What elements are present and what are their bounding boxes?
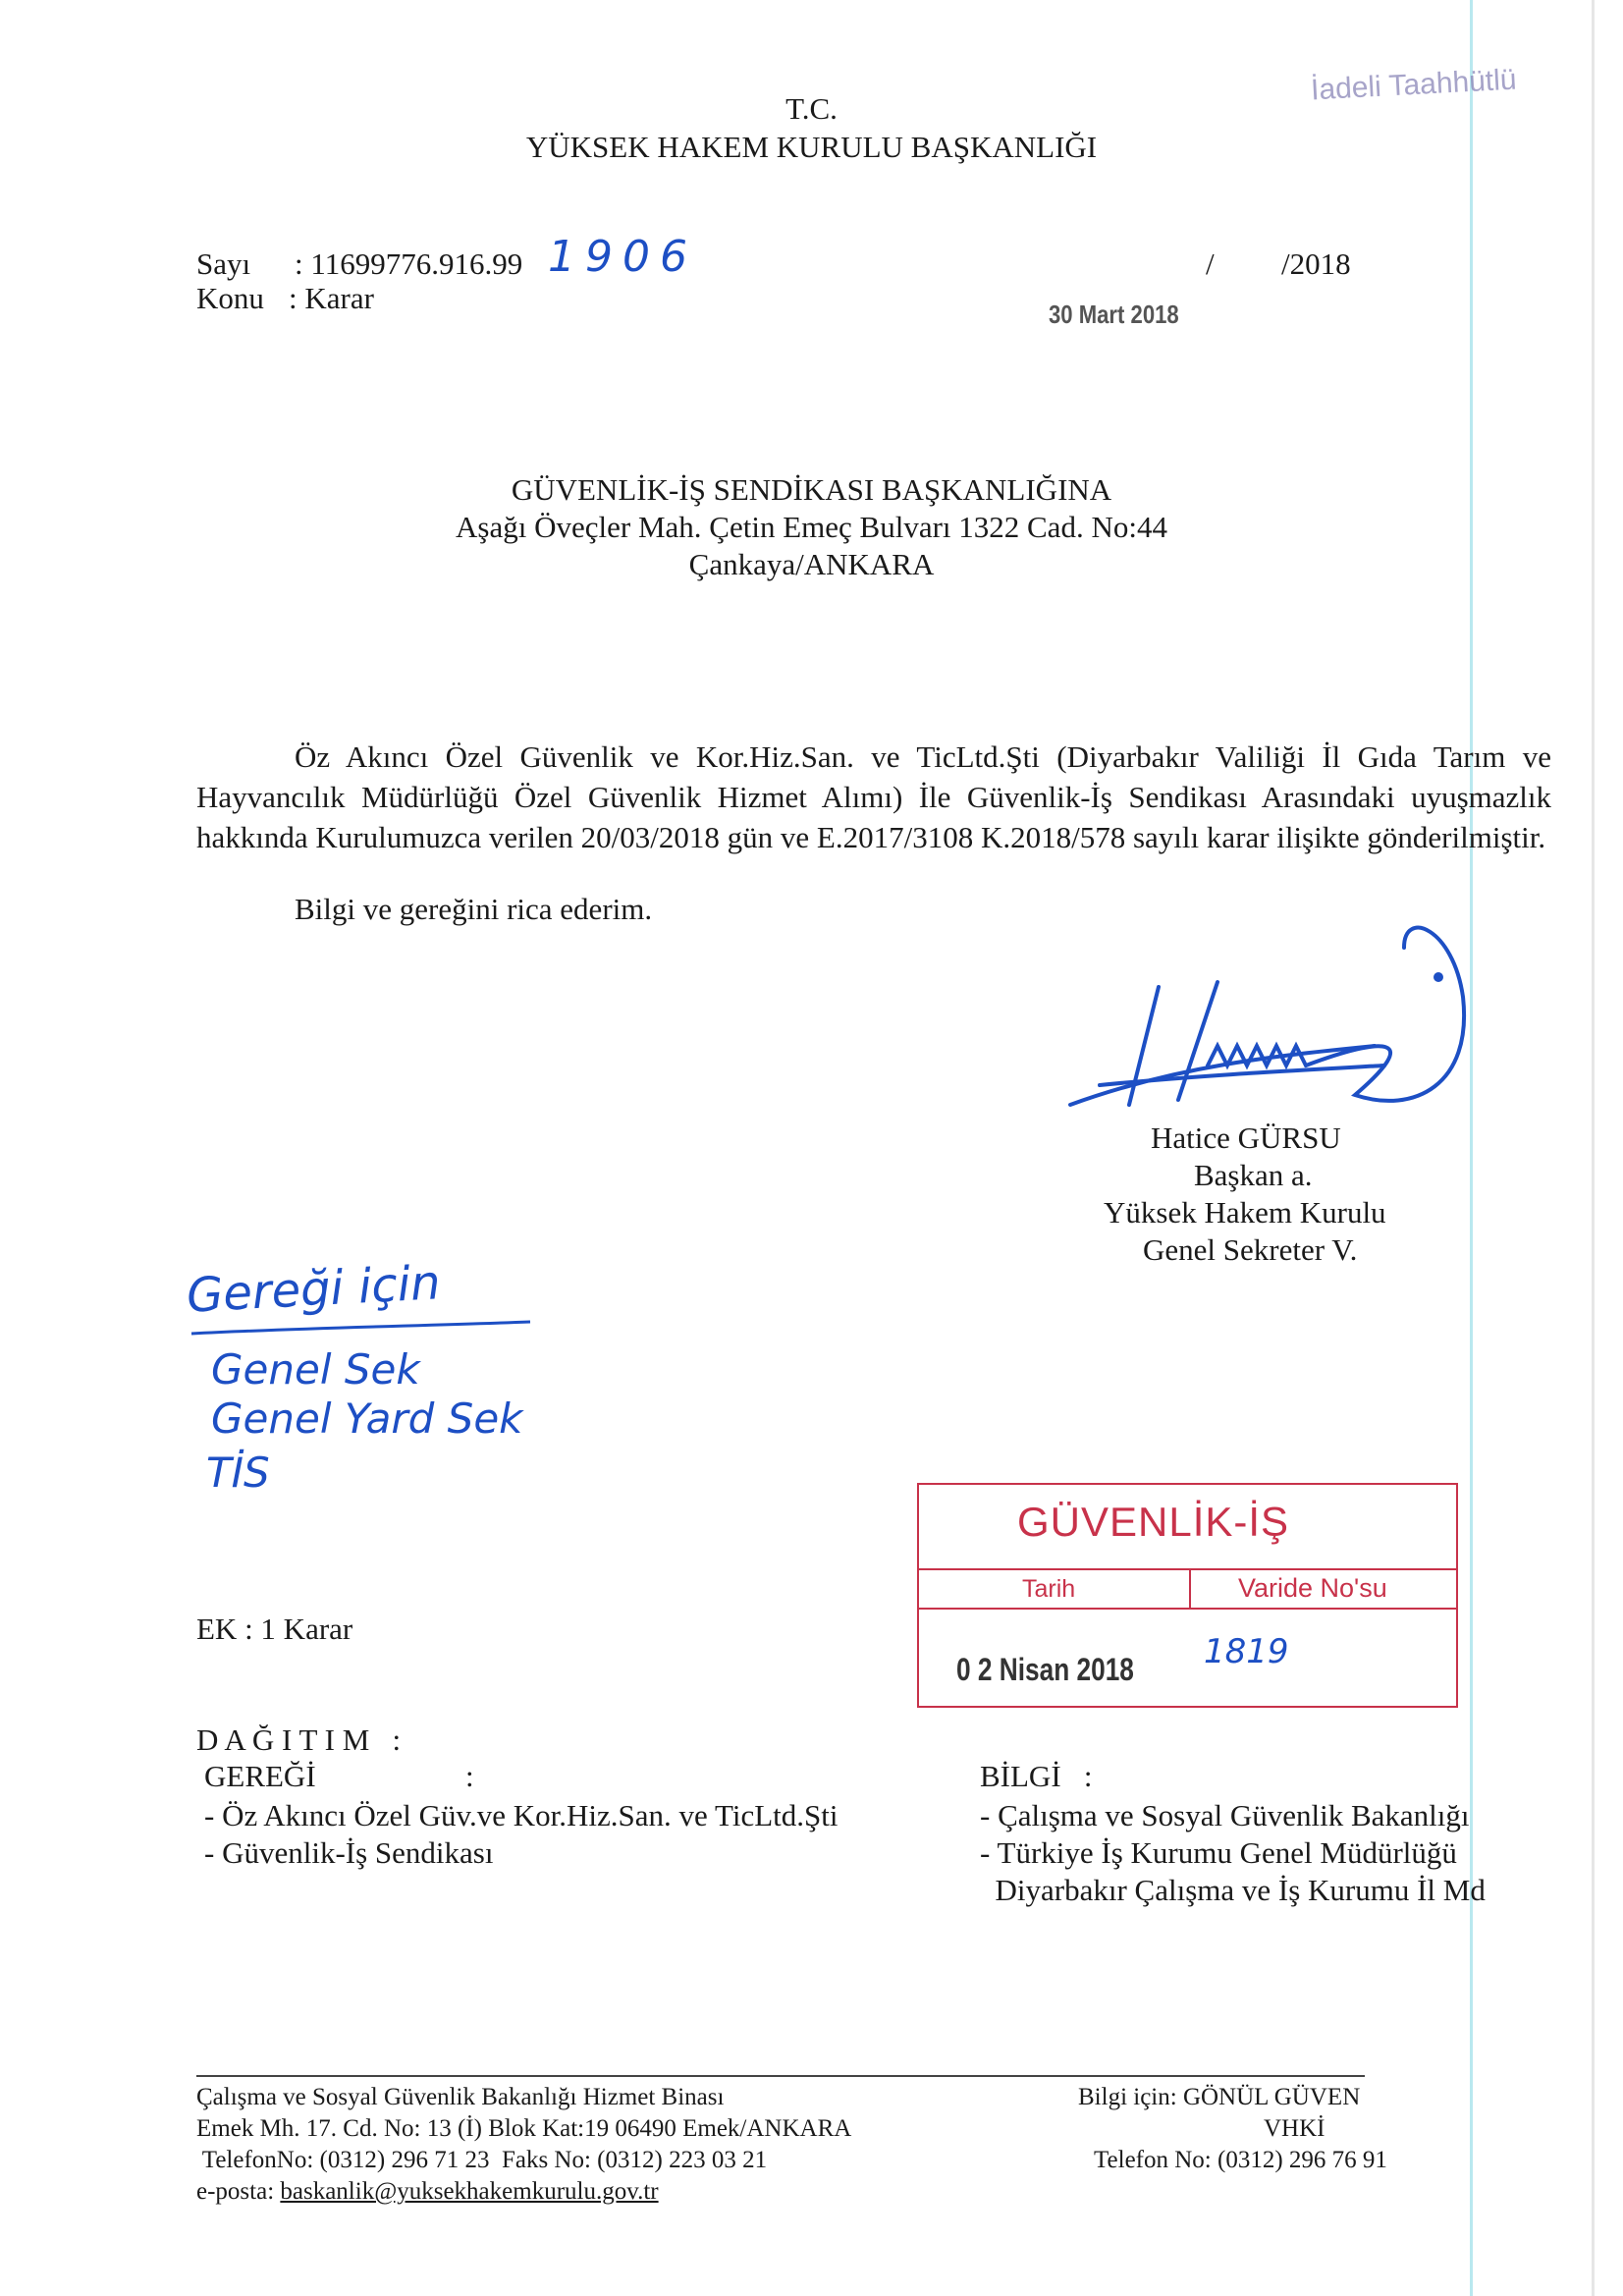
signature-scribble — [1060, 889, 1492, 1144]
handwritten-line2: Genel Sek — [211, 1345, 420, 1394]
signatory-title1: Başkan a. — [1194, 1158, 1313, 1192]
footer-contact-phone: Telefon No: (0312) 296 76 91 — [1094, 2147, 1387, 2173]
receipt-stamp-divider2 — [919, 1608, 1456, 1610]
signatory-title2: Yüksek Hakem Kurulu — [1104, 1195, 1386, 1230]
sayi-value: : 11699776.916.99 — [295, 246, 523, 281]
handwritten-underline — [187, 1316, 540, 1345]
footer-email-link[interactable]: baskanlik@yuksekhakemkurulu.gov.tr — [280, 2178, 659, 2205]
handwritten-line1: Gereği için — [185, 1255, 442, 1324]
distribution-bilgi-item: Diyarbakır Çalışma ve İş Kurumu İl Md — [980, 1873, 1486, 1907]
distribution-bilgi-item: - Çalışma ve Sosyal Güvenlik Bakanlığı — [980, 1798, 1470, 1832]
footer-email-row — [196, 2176, 659, 2208]
footer-contact-name: Bilgi için: GÖNÜL GÜVEN — [1078, 2084, 1361, 2110]
date-year: /2018 — [1281, 246, 1351, 281]
scan-line-left — [1470, 0, 1473, 2296]
body-paragraph — [196, 737, 1551, 857]
distribution-gereği-label: GEREĞİ — [204, 1759, 316, 1793]
recipient-name: GÜVENLİK-İŞ SENDİKASI BAŞKANLIĞINA — [511, 472, 1112, 507]
signatory-name: Hatice GÜRSU — [1151, 1121, 1341, 1155]
receipt-stamp-org: GÜVENLİK-İŞ — [1017, 1499, 1290, 1545]
distribution-gereği-item: - Öz Akıncı Özel Güv.ve Kor.Hiz.San. ve TicLtd.Şti — [204, 1798, 839, 1832]
distribution-bilgi-label: BİLGİ : — [980, 1759, 1093, 1793]
receipt-stamp-number-label: Varide No'su — [1238, 1573, 1387, 1603]
distribution-gereği-colon: : — [465, 1759, 474, 1793]
body-text: Öz Akıncı Özel Güvenlik ve Kor.Hiz.San. ve TicLtd.Şti (Diyarbakır Valiliği İl Gıda Tarım ve Hayvancılık Müdürlüğü Özel Güvenlik Hizmet Alımı) İle Güvenlik-İş Sendikası Arasındaki uyuşmazlık hakkında Kurulumuzca verilen 20/03/2018 gün ve E.2017/3108 K.2018/578 sayılı karar ilişikte gönderilmiştir. — [196, 739, 1551, 854]
receipt-stamp-number-value: 1819 — [1204, 1632, 1289, 1671]
date-stamp: 30 Mart 2018 — [1049, 300, 1179, 329]
distribution-title: D A Ğ I T I M : — [196, 1722, 402, 1757]
distribution-gereği-item: - Güvenlik-İş Sendikası — [204, 1835, 494, 1870]
receipt-stamp-date-label: Tarih — [1022, 1575, 1076, 1603]
handwritten-line4: TİS — [206, 1449, 270, 1497]
footer-phone: TelefonNo: (0312) 296 71 23 Faks No: (0312) 223 03 21 — [196, 2147, 768, 2173]
date-slash: / — [1206, 246, 1215, 281]
attachment-label: EK : 1 Karar — [196, 1612, 353, 1646]
registered-mail-stamp: İadeli Taahhütlü — [1310, 63, 1518, 107]
body-closing: Bilgi ve gereğini rica ederim. — [295, 892, 653, 926]
konu-value: : Karar — [289, 281, 374, 315]
footer-address1: Çalışma ve Sosyal Güvenlik Bakanlığı Hizmet Binası — [196, 2084, 725, 2110]
receipt-stamp-vdivider — [1189, 1568, 1191, 1608]
handwritten-line3: Genel Yard Sek — [211, 1394, 523, 1443]
konu-label: Konu — [196, 281, 264, 315]
footer-address2: Emek Mh. 17. Cd. No: 13 (İ) Blok Kat:19 06490 Emek/ANKARA — [196, 2115, 852, 2142]
recipient-city: Çankaya/ANKARA — [688, 547, 935, 581]
footer-rule — [196, 2075, 1365, 2077]
footer-contact-title: VHKİ — [1264, 2115, 1325, 2142]
footer-email-label: e-posta: — [196, 2178, 275, 2205]
receipt-stamp-date-value: 0 2 Nisan 2018 — [956, 1652, 1134, 1687]
sayi-label: Sayı — [196, 246, 251, 281]
receipt-stamp — [917, 1483, 1458, 1708]
header-institution: YÜKSEK HAKEM KURULU BAŞKANLIĞI — [525, 130, 1098, 164]
sayi-handwritten: 1906 — [548, 232, 697, 282]
receipt-stamp-divider — [919, 1568, 1456, 1570]
signatory-title3: Genel Sekreter V. — [1143, 1232, 1358, 1267]
distribution-bilgi-item: - Türkiye İş Kurumu Genel Müdürlüğü — [980, 1835, 1457, 1870]
scan-line-right — [1592, 0, 1595, 2296]
header-tc: T.C. — [785, 91, 838, 126]
recipient-address: Aşağı Öveçler Mah. Çetin Emeç Bulvarı 1322 Cad. No:44 — [456, 510, 1167, 544]
